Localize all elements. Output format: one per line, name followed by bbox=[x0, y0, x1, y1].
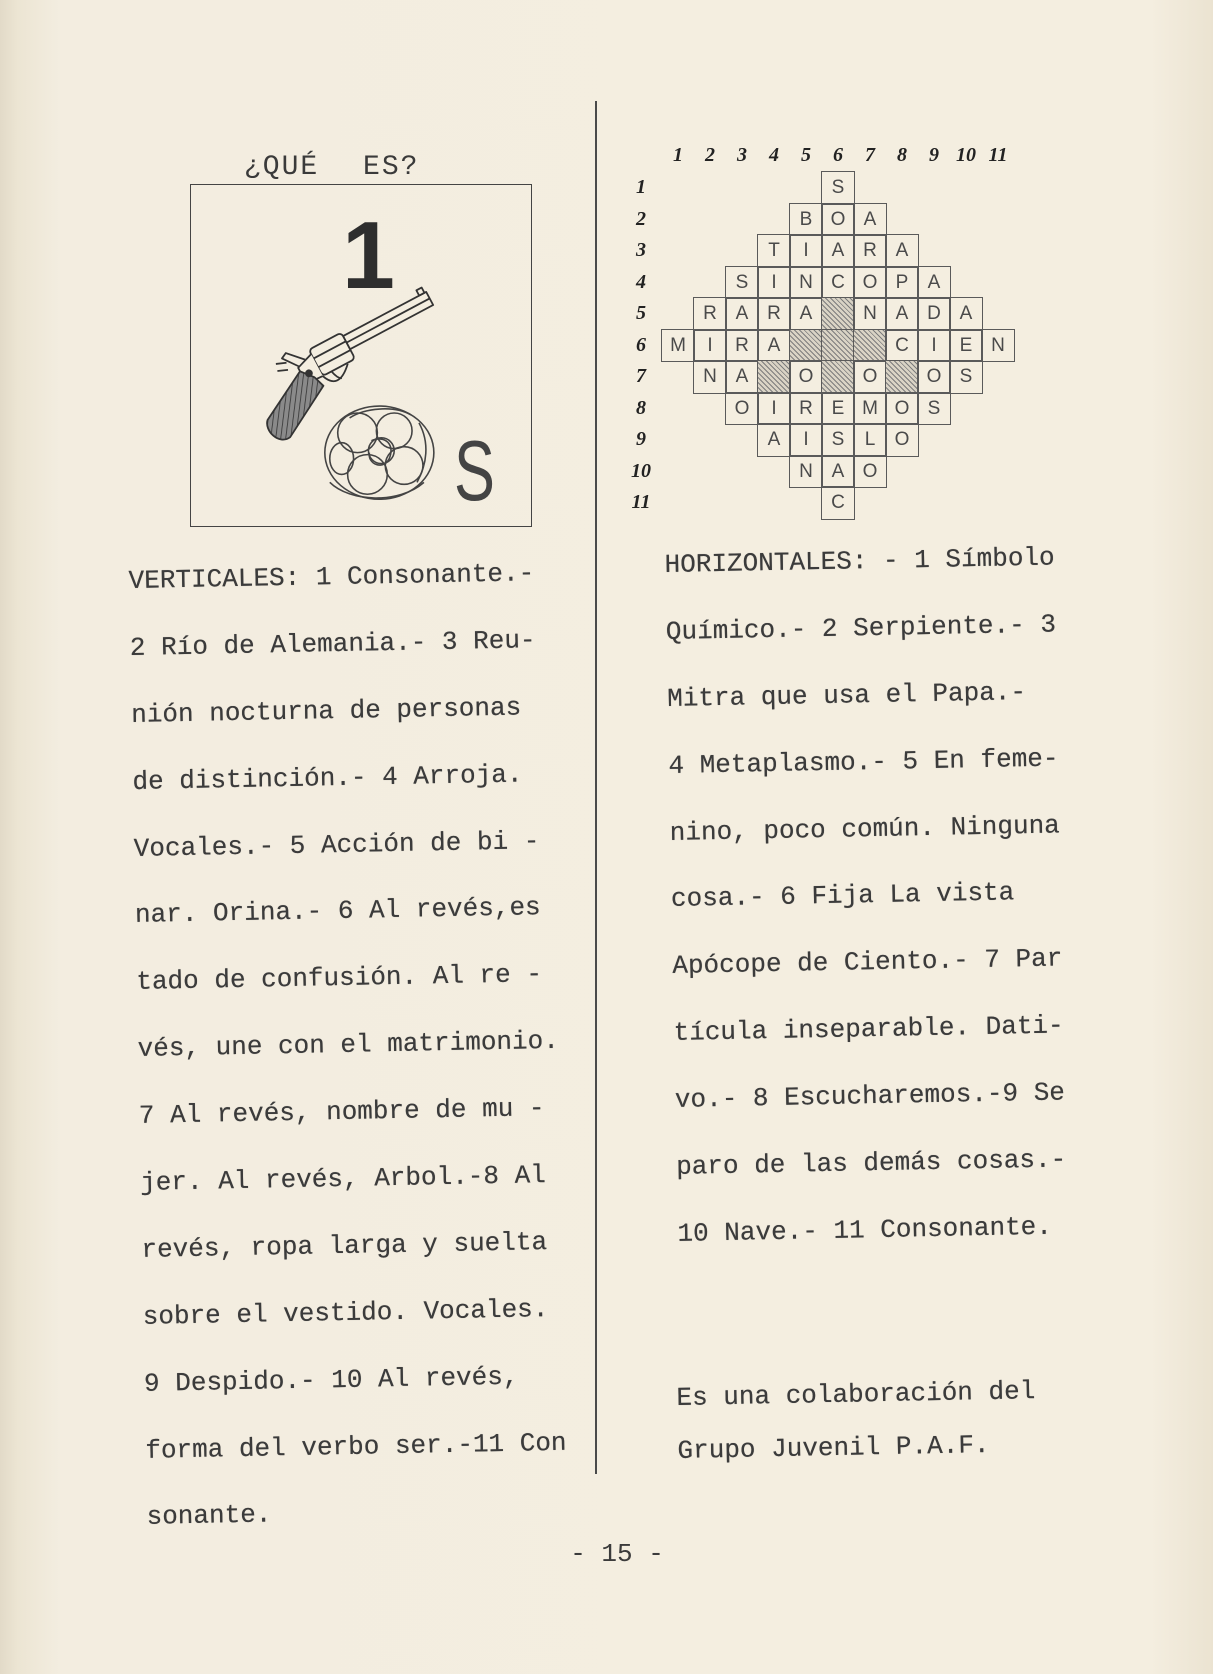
crossword-blocked-cell bbox=[886, 361, 918, 393]
crossword-cell: S bbox=[822, 424, 854, 456]
column-number: 2 bbox=[705, 144, 715, 166]
column-divider bbox=[595, 101, 597, 1474]
crossword-cell: A bbox=[726, 298, 758, 330]
crossword-cell: R bbox=[854, 235, 886, 267]
crossword-cell: C bbox=[822, 487, 854, 519]
crossword-grid bbox=[662, 172, 1014, 519]
crossword-cell: I bbox=[918, 330, 950, 362]
column-number: 4 bbox=[769, 144, 779, 166]
vertical-clue-line: nión nocturna de personas bbox=[130, 692, 522, 730]
vertical-clue-line: 9 Despido.- 10 Al revés, bbox=[143, 1361, 519, 1399]
crossword-cell: R bbox=[758, 298, 790, 330]
vertical-clues bbox=[128, 540, 568, 1551]
crossword-cell: C bbox=[822, 267, 854, 299]
column-number: 6 bbox=[833, 144, 843, 166]
crossword-cell: E bbox=[822, 393, 854, 425]
crossword-cell: A bbox=[854, 204, 886, 236]
crossword-cell: I bbox=[790, 235, 822, 267]
horizontal-clue-line: HORIZONTALES: - 1 Símbolo bbox=[664, 542, 1055, 580]
crossword-blocked-cell bbox=[758, 361, 790, 393]
crossword-cell: R bbox=[694, 298, 726, 330]
row-number: 1 bbox=[636, 176, 646, 198]
crossword-blocked-cell bbox=[822, 330, 854, 362]
crossword-cell: N bbox=[694, 361, 726, 393]
horizontal-clue-line: Químico.- 2 Serpiente.- 3 bbox=[665, 609, 1057, 647]
horizontal-clue-line: nino, poco común. Ninguna bbox=[669, 810, 1061, 848]
crossword-row-numbers bbox=[628, 172, 654, 519]
horizontal-clue-line: Apócope de Ciento.- 7 Par bbox=[672, 943, 1063, 982]
rebus-drawing bbox=[191, 185, 530, 525]
puzzle-title: ¿QUÉ ES? bbox=[244, 152, 420, 183]
row-number: 3 bbox=[636, 239, 646, 261]
rebus-number: 1 bbox=[341, 203, 395, 310]
row-number: 5 bbox=[636, 302, 646, 324]
crossword-cell: I bbox=[694, 330, 726, 362]
crossword-cell: I bbox=[758, 393, 790, 425]
horizontal-clue-line: cosa.- 6 Fija La vista bbox=[670, 877, 1015, 915]
column-number: 3 bbox=[737, 144, 747, 166]
horizontal-clue-line: Mitra que usa el Papa.- bbox=[666, 676, 1027, 714]
vertical-clue-line: VERTICALES: 1 Consonante.- bbox=[128, 558, 535, 596]
crossword-cell: C bbox=[886, 330, 918, 362]
row-number: 6 bbox=[636, 333, 646, 356]
vertical-clue-line: forma del verbo ser.-11 Con bbox=[145, 1427, 567, 1466]
vertical-clue-line: Vocales.- 5 Acción de bi - bbox=[133, 825, 540, 864]
column-number: 11 bbox=[988, 144, 1008, 166]
column-number: 9 bbox=[929, 144, 939, 166]
vertical-clue-line: jer. Al revés, Arbol.-8 Al bbox=[139, 1160, 547, 1198]
crossword-blocked-cell bbox=[822, 298, 854, 330]
row-number: 10 bbox=[631, 459, 651, 482]
vertical-clue-line: vés, une con el matrimonio. bbox=[137, 1026, 560, 1065]
page-number: - 15 - bbox=[570, 1539, 664, 1569]
horizontal-clues bbox=[664, 525, 1068, 1268]
crossword-cell: N bbox=[982, 330, 1014, 362]
column-number: 7 bbox=[865, 144, 875, 166]
crossword-cell: R bbox=[790, 393, 822, 425]
crossword-cell: A bbox=[950, 298, 982, 330]
row-number: 7 bbox=[636, 365, 646, 387]
crossword-cell: O bbox=[822, 204, 854, 236]
crossword-cell: B bbox=[790, 204, 822, 236]
row-number: 2 bbox=[636, 207, 646, 230]
horizontal-clue-line: tícula inseparable. Dati- bbox=[673, 1010, 1064, 1049]
crossword-cell: A bbox=[822, 235, 854, 267]
crossword-cell: M bbox=[854, 393, 886, 425]
vertical-clue-line: de distinción.- 4 Arroja. bbox=[132, 759, 523, 797]
crossword-cell: A bbox=[758, 424, 790, 456]
crossword-cell: M bbox=[662, 330, 694, 362]
row-number: 11 bbox=[631, 491, 651, 513]
crossword-cell: N bbox=[854, 298, 886, 330]
crossword-cell: N bbox=[790, 267, 822, 299]
crossword-cell: S bbox=[822, 172, 854, 204]
crossword-cell: R bbox=[726, 330, 758, 362]
vertical-clue-line: sobre el vestido. Vocales. bbox=[142, 1293, 549, 1332]
crossword-cell: O bbox=[854, 456, 886, 488]
row-number: 8 bbox=[636, 396, 646, 419]
crossword-cell: D bbox=[918, 298, 950, 330]
crossword-cell: O bbox=[854, 361, 886, 393]
crossword-cell: O bbox=[918, 361, 950, 393]
crossword-cell: O bbox=[726, 393, 758, 425]
credit-line: Grupo Juvenil P.A.F. bbox=[677, 1429, 990, 1466]
crossword-cell: O bbox=[854, 267, 886, 299]
row-number: 4 bbox=[636, 270, 646, 293]
yarn-ball-icon bbox=[325, 406, 434, 499]
column-number: 8 bbox=[897, 144, 907, 166]
crossword-cell: N bbox=[790, 456, 822, 488]
vertical-clue-line: revés, ropa larga y suelta bbox=[141, 1226, 548, 1265]
credit-line: Es una colaboración del bbox=[676, 1376, 1036, 1413]
crossword-cell: A bbox=[726, 361, 758, 393]
crossword-cell: A bbox=[822, 456, 854, 488]
crossword-blocked-cell bbox=[790, 330, 822, 362]
column-number: 1 bbox=[673, 144, 683, 166]
crossword-blocked-cell bbox=[854, 330, 886, 362]
vertical-clue-line: sonante. bbox=[146, 1499, 272, 1533]
crossword-blocked-cell bbox=[822, 361, 854, 393]
crossword-cell: A bbox=[886, 298, 918, 330]
crossword-cell: L bbox=[854, 424, 886, 456]
crossword-cell: O bbox=[886, 393, 918, 425]
horizontal-clue-line: paro de las demás cosas.- bbox=[675, 1144, 1067, 1182]
row-number: 9 bbox=[636, 428, 646, 450]
crossword-cell: S bbox=[726, 267, 758, 299]
crossword-cell: A bbox=[758, 330, 790, 362]
rebus-letter: S bbox=[454, 423, 495, 519]
horizontal-clue-line: 4 Metaplasmo.- 5 En feme- bbox=[668, 743, 1059, 781]
crossword-cell: O bbox=[790, 361, 822, 393]
horizontal-clue-line: vo.- 8 Escucharemos.-9 Se bbox=[674, 1077, 1066, 1116]
column-number: 5 bbox=[801, 144, 811, 166]
crossword-cell: S bbox=[950, 361, 982, 393]
credit-note bbox=[676, 1365, 1037, 1478]
crossword-cell: I bbox=[790, 424, 822, 456]
crossword-cell: O bbox=[886, 424, 918, 456]
crossword-cell: P bbox=[886, 267, 918, 299]
crossword-cell: A bbox=[886, 235, 918, 267]
crossword-cell: A bbox=[918, 267, 950, 299]
crossword-cell: T bbox=[758, 235, 790, 267]
rebus-box bbox=[190, 184, 532, 527]
crossword-column-numbers bbox=[662, 142, 1014, 168]
crossword-cell: A bbox=[790, 298, 822, 330]
horizontal-clue-line: 10 Nave.- 11 Consonante. bbox=[677, 1211, 1053, 1249]
vertical-clue-line: 7 Al revés, nombre de mu - bbox=[138, 1093, 545, 1132]
crossword-cell: S bbox=[918, 393, 950, 425]
vertical-clue-line: nar. Orina.- 6 Al revés,es bbox=[134, 892, 541, 931]
vertical-clue-line: tado de confusión. Al re - bbox=[136, 959, 543, 998]
vertical-clue-line: 2 Río de Alemania.- 3 Reu- bbox=[129, 625, 536, 663]
crossword-cell: E bbox=[950, 330, 982, 362]
crossword-cell: I bbox=[758, 267, 790, 299]
column-number: 10 bbox=[956, 144, 976, 166]
